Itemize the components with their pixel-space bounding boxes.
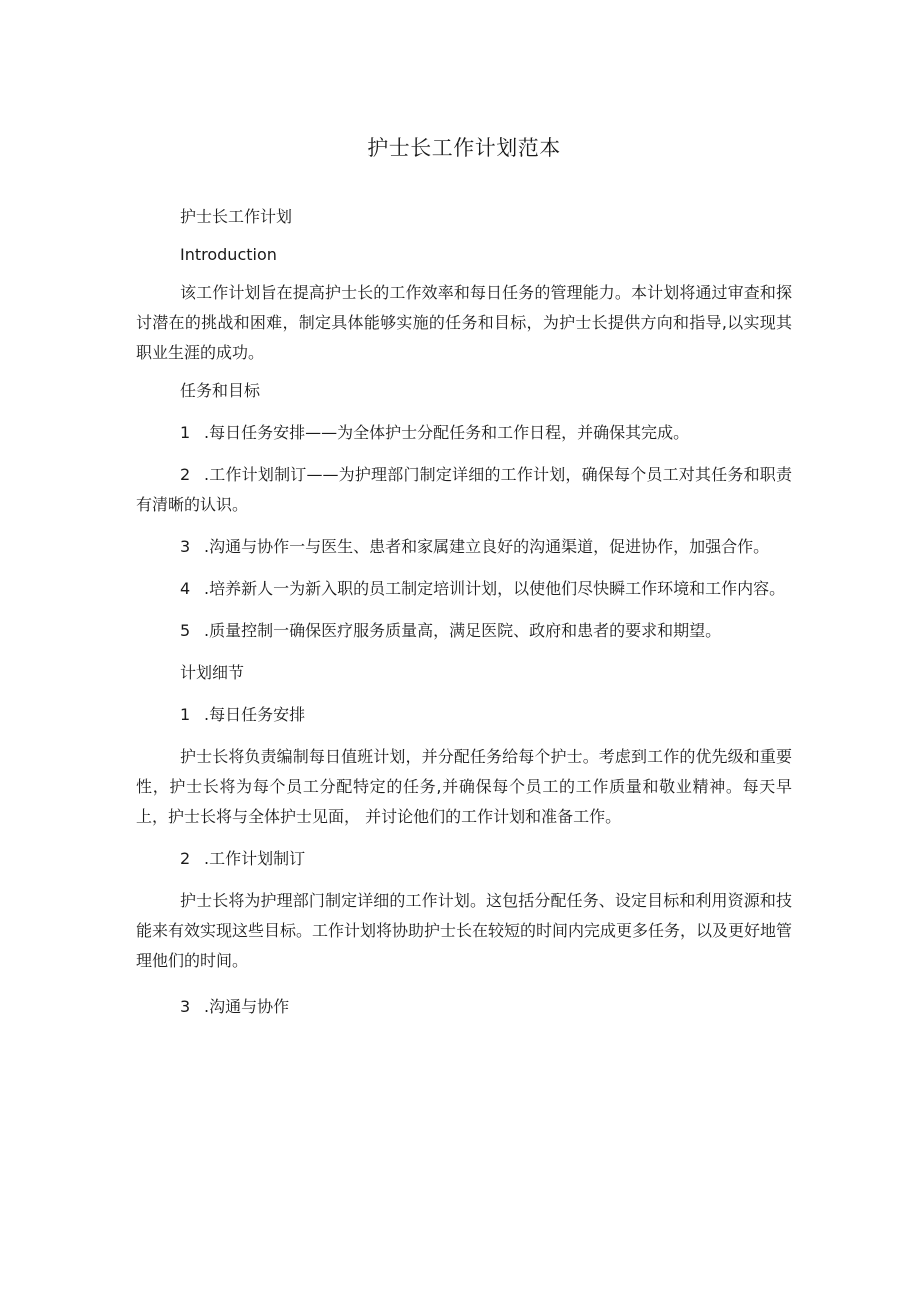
tasks-heading: 任务和目标	[180, 381, 261, 400]
task-number: 2	[180, 465, 191, 484]
intro-paragraph: 该工作计划旨在提高护士长的工作效率和每日任务的管理能力。本计划将通过审查和探讨潜在的挑战和困难，制定具体能够实施的任务和目标，为护士长提供方向和指导,以实现其职业生涯的成功。	[136, 283, 792, 362]
task-text: .工作计划制订——为护理部门制定详细的工作计划，确保每个员工对其任务和职责有清晰的认识。	[136, 465, 792, 514]
task-number: 4	[180, 579, 191, 598]
task-number: 1	[180, 423, 191, 442]
detail-title: .工作计划制订	[204, 849, 306, 868]
detail-heading	[136, 700, 792, 730]
detail-number: 2	[180, 849, 191, 868]
task-text: .沟通与协作一与医生、患者和家属建立良好的沟通渠道，促进协作，加强合作。	[204, 537, 770, 556]
detail-number: 3	[180, 997, 191, 1016]
task-item	[136, 418, 792, 448]
intro-heading: Introduction	[180, 245, 277, 264]
detail-number: 1	[180, 705, 191, 724]
task-text: .培养新人一为新入职的员工制定培训计划，以使他们尽快瞬工作环境和工作内容。	[204, 579, 786, 598]
task-item	[136, 616, 792, 646]
task-item	[136, 532, 792, 562]
tasks-list	[136, 418, 792, 646]
task-number: 5	[180, 621, 191, 640]
detail-title: .每日任务安排	[204, 705, 306, 724]
detail-title: .沟通与协作	[204, 997, 290, 1016]
task-item	[136, 574, 792, 604]
task-number: 3	[180, 537, 191, 556]
task-item	[136, 460, 792, 520]
details-heading: 计划细节	[180, 663, 245, 682]
subtitle: 护士长工作计划	[180, 207, 293, 226]
detail-paragraph: 护士长将负责编制每日值班计划，并分配任务给每个护士。考虑到工作的优先级和重要性，护士长将为每个员工分配特定的任务,并确保每个员工的工作质量和敬业精神。每天早上，护士长将与全体护士见面， 并讨论他们的工作计划和准备工作。	[136, 747, 792, 826]
task-text: .质量控制一确保医疗服务质量高，满足医院、政府和患者的要求和期望。	[204, 621, 722, 640]
document-title: 护士长工作计划范本	[367, 136, 561, 160]
task-text: .每日任务安排——为全体护士分配任务和工作日程，并确保其完成。	[204, 423, 690, 442]
detail-heading	[136, 992, 792, 1022]
detail-heading	[136, 844, 792, 874]
document-body	[136, 202, 792, 1022]
detail-paragraph: 护士长将为护理部门制定详细的工作计划。这包括分配任务、设定目标和利用资源和技能来有效实现这些目标。工作计划将协助护士长在较短的时间内完成更多任务，以及更好地管理他们的时间。	[136, 891, 793, 970]
